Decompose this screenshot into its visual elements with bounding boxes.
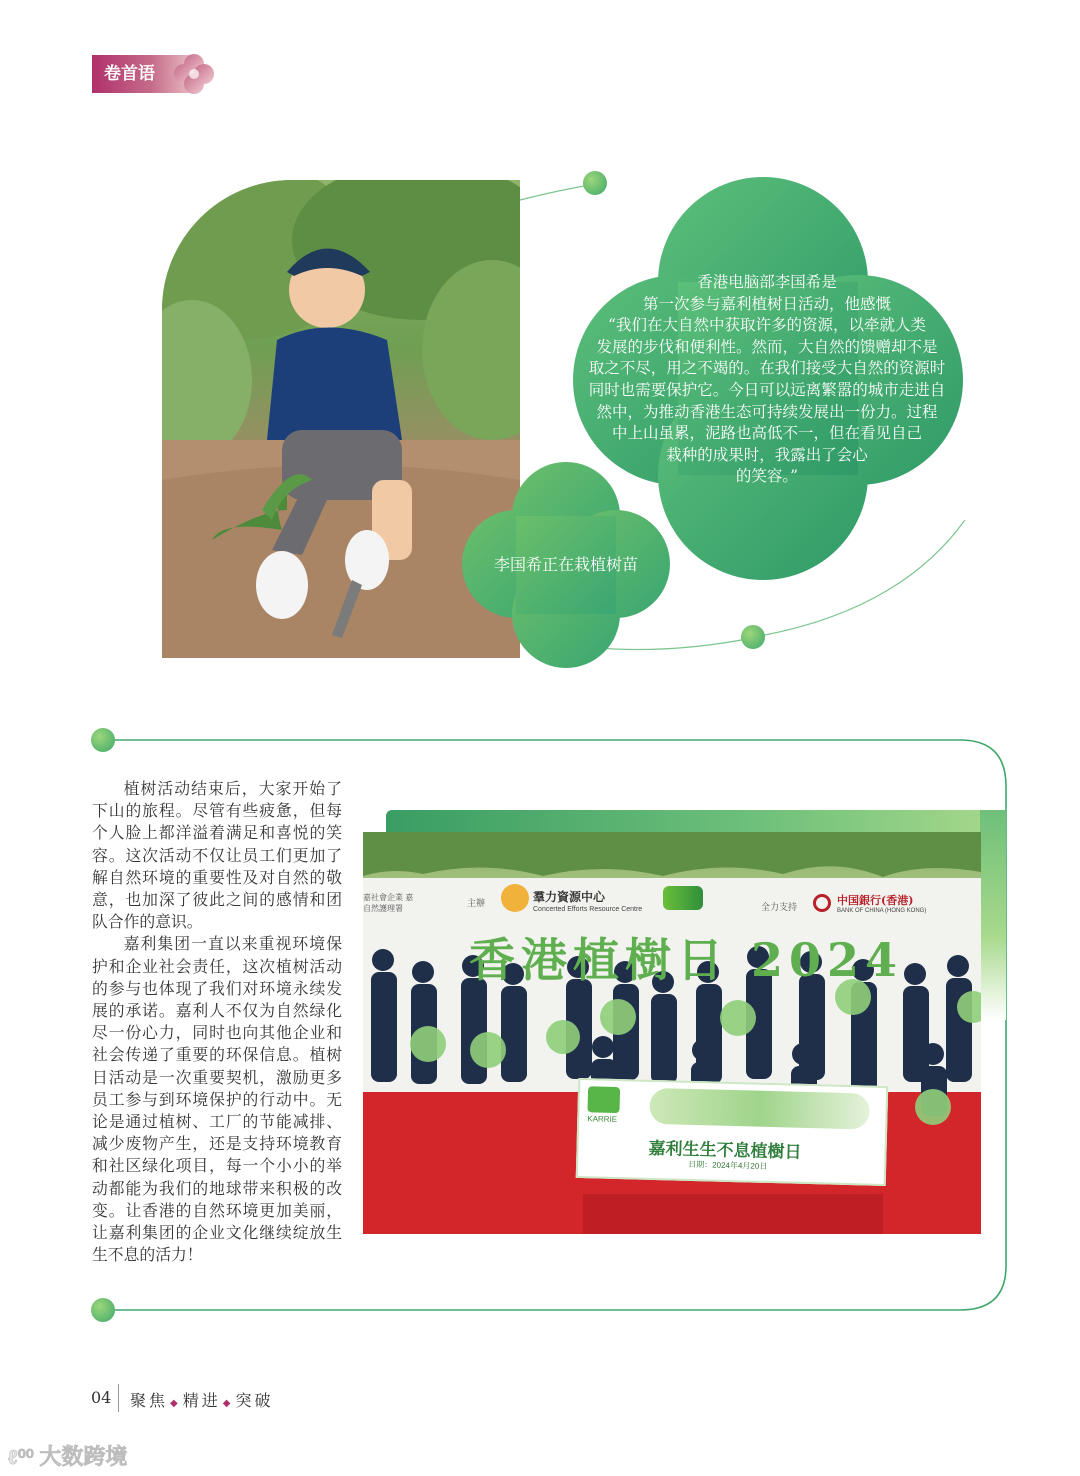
quote-line: 中上山虽累，泥路也高低不一，但在看见自己 xyxy=(611,424,922,443)
decor-dot xyxy=(91,1298,115,1322)
footer-title-part: 聚焦 xyxy=(130,1391,169,1410)
organizer-logo-icon xyxy=(501,884,529,912)
photo-accent-bar xyxy=(386,810,1006,834)
footer-title-part: 突破 xyxy=(235,1391,274,1410)
sign-title: 嘉利生生不息植樹日 xyxy=(648,1138,802,1163)
quote-text xyxy=(576,272,958,488)
diamond-icon: ◆ xyxy=(222,1398,234,1409)
decor-dot xyxy=(583,171,607,195)
watermark-text: 大数跨境 xyxy=(39,1444,128,1469)
footer-title-part: 精进 xyxy=(182,1391,221,1410)
watermark xyxy=(8,1440,127,1471)
watermark-logo-icon: ℓ⁰⁰ xyxy=(8,1447,40,1469)
decor-dot xyxy=(741,625,765,649)
backdrop-title: 香港植樹日 2024 xyxy=(469,933,904,987)
sign-trees xyxy=(649,1088,870,1130)
decor-dot xyxy=(91,728,115,752)
quote-line: 发展的步伐和便利性。然而，大自然的馈赠却不是 xyxy=(596,337,938,356)
karrie-logo-icon xyxy=(587,1086,620,1113)
backdrop-side-text: 嘉社會企業 嘉自然護理署 xyxy=(363,893,414,913)
page-number: 04 xyxy=(91,1388,112,1407)
quote-line: 取之不尽，用之不竭的。在我们接受大自然的资源时 xyxy=(588,359,946,378)
quote-line: “我们在大自然中获取许多的资源，以牵就人类 xyxy=(608,316,926,335)
quote-line: 香港电脑部李国希是 xyxy=(697,273,837,291)
organizer-name-en: Concerted Efforts Resource Centre xyxy=(533,906,643,913)
diamond-icon: ◆ xyxy=(170,1398,181,1409)
article-paragraph: 植树活动结束后，大家开始了下山的旅程。尽管有些疲惫，但每个人脸上都洋溢着满足和喜悦的笑容。这次活动不仅让员工们更加了解自然环境的重要性及对自然的敬意，也加深了彼此之间的感情和团队合作的意识。 xyxy=(92,779,342,932)
photo-caption: 李国希正在栽植树苗 xyxy=(493,555,638,574)
article-body xyxy=(92,778,342,1266)
group-photo xyxy=(363,832,981,1234)
karrie-sign xyxy=(576,1078,889,1186)
quote-line: 第一次参与嘉利植树日活动，他感慨 xyxy=(642,294,891,313)
quote-line: 栽种的成果时，我露出了会心 xyxy=(666,445,868,464)
organizer-name: 羣力資源中心 xyxy=(533,890,606,904)
support-label: 全力支持 xyxy=(761,902,798,912)
sign-date: 日期：2024年4月20日 xyxy=(688,1159,768,1171)
article-paragraph: 嘉利集团一直以来重视环境保护和企业社会责任，这次植树活动的参与也体现了我们对环境永续发展的承诺。嘉利人不仅为自然绿化尽一份心力，同时也向其他企业和社会传递了重要的环保信息。植树日活动是一次重要契机，激励更多员工参与到环境保护的行动中。无论是通过植树、工厂的节能减排、减少废物产生，还是支持环境教育和社区绿化项目，每一个小小的举动都能为我们的地球带来积极的改变。让香港的自然环境更加美丽，让嘉利集团的企业文化继续绽放生生不息的活力！ xyxy=(92,934,342,1265)
partner-logo-icon xyxy=(663,886,703,910)
bank-logo-icon xyxy=(813,894,831,912)
footer-divider xyxy=(118,1384,119,1412)
quote-line: 的笑容。” xyxy=(735,467,799,486)
sponsor-name: 中国銀行(香港) xyxy=(837,894,914,907)
section-tag-label: 卷首语 xyxy=(104,64,155,84)
photo-accent-side xyxy=(980,810,1006,1020)
quote-line: 然中，为推动香港生态可持续发展出一份力。过程 xyxy=(596,402,938,421)
sign-brand: KARRIE xyxy=(587,1114,618,1124)
quote-line: 同时也需要保护它。今日可以远离繁嚣的城市走进自 xyxy=(588,380,946,399)
organizer-label: 主辦 xyxy=(467,898,486,908)
sponsor-name-en: BANK OF CHINA (HONG KONG) xyxy=(837,908,927,914)
footer-title xyxy=(130,1388,273,1411)
